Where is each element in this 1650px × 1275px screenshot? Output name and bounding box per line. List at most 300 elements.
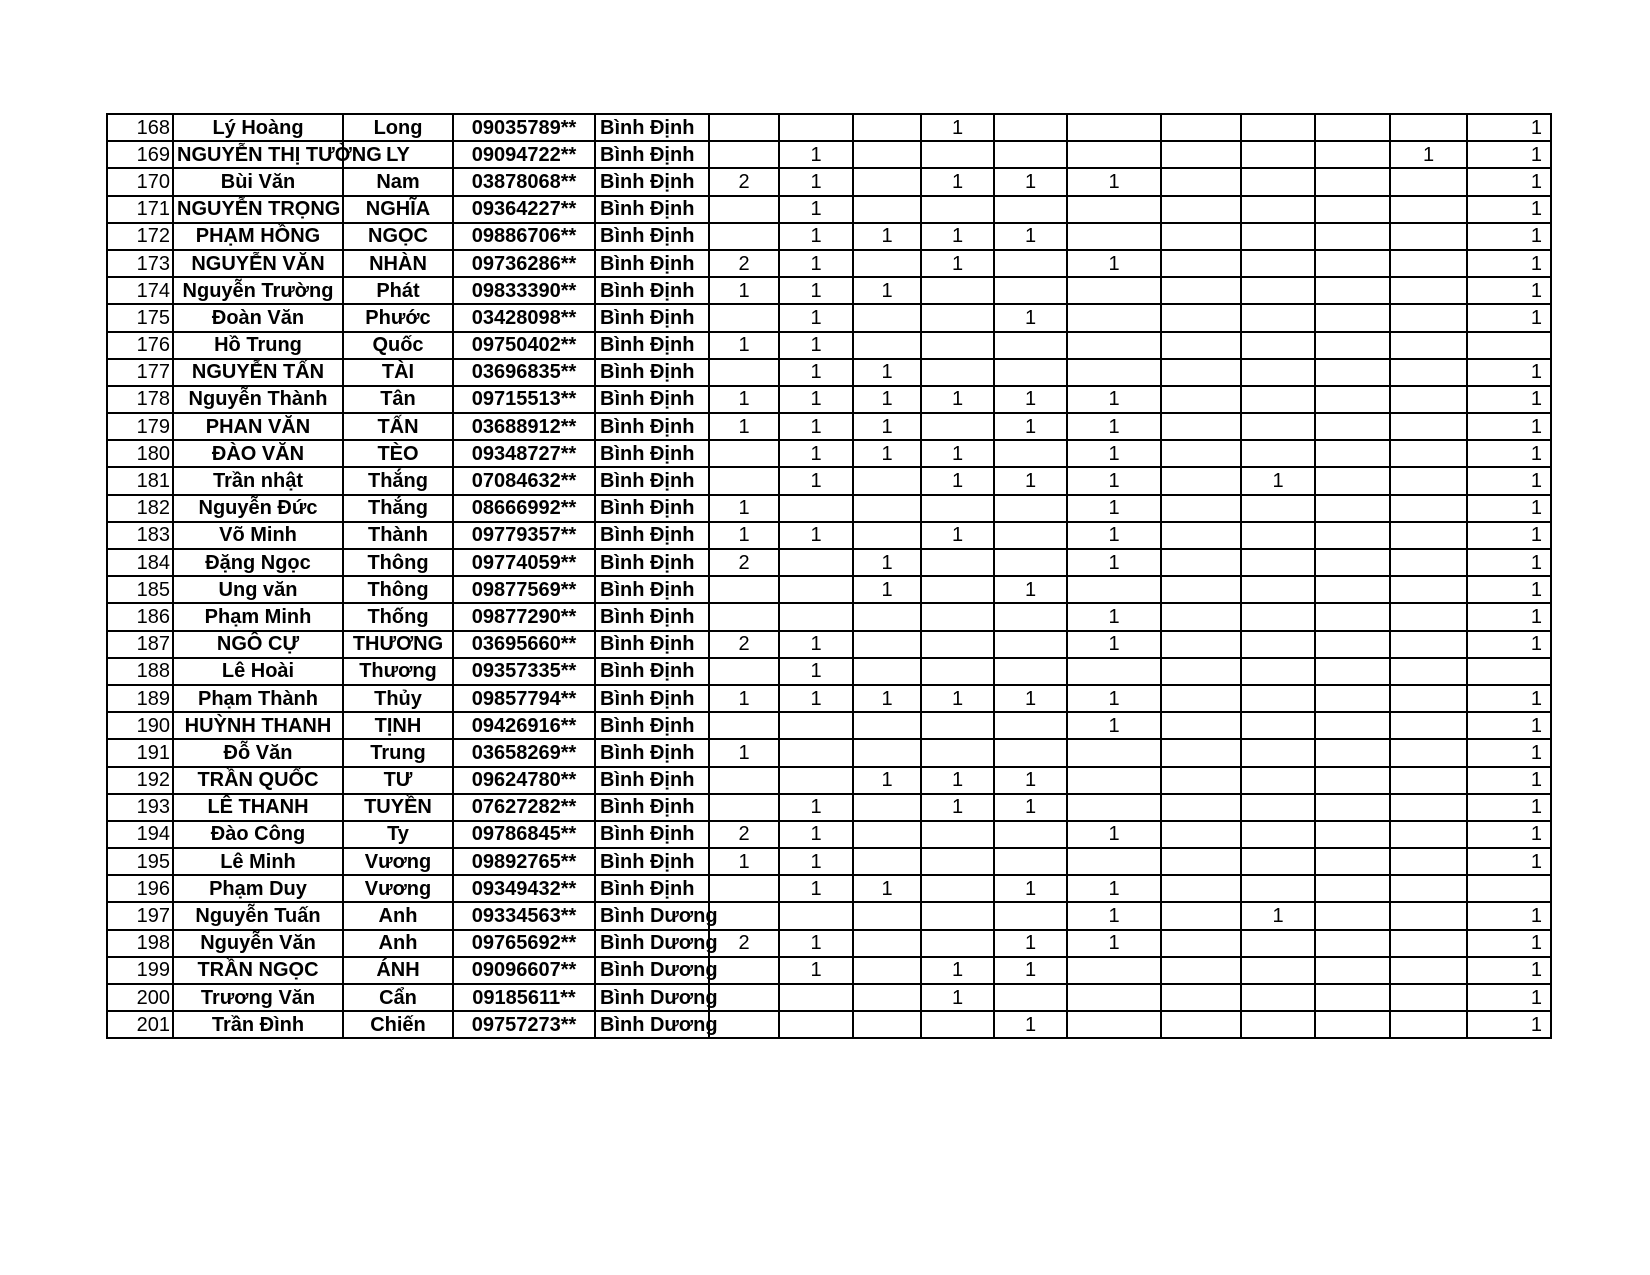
value-cell — [1161, 957, 1241, 984]
given-name-cell: Phát — [343, 277, 453, 304]
value-cell — [1390, 712, 1467, 739]
row-number: 174 — [107, 277, 173, 304]
value-cell — [1241, 549, 1315, 576]
value-cell: 1 — [1067, 902, 1161, 929]
province-cell: Bình Định — [595, 114, 709, 141]
value-cell: 1 — [709, 495, 779, 522]
surname-cell: LÊ THANH — [173, 794, 343, 821]
value-cell — [709, 359, 779, 386]
value-cell: 1 — [1467, 821, 1551, 848]
value-cell: 1 — [1067, 930, 1161, 957]
row-number: 187 — [107, 631, 173, 658]
value-cell — [853, 168, 921, 195]
value-cell — [853, 712, 921, 739]
surname-cell: Nguyễn Trường — [173, 277, 343, 304]
value-cell — [1315, 440, 1390, 467]
value-cell: 1 — [921, 250, 994, 277]
table-row — [107, 549, 1551, 576]
table-row — [107, 495, 1551, 522]
value-cell — [1390, 930, 1467, 957]
value-cell: 1 — [853, 440, 921, 467]
value-cell — [921, 902, 994, 929]
value-cell — [994, 984, 1067, 1011]
province-cell: Bình Dương — [595, 902, 709, 929]
value-cell — [853, 141, 921, 168]
value-cell: 1 — [779, 332, 853, 359]
value-cell: 1 — [994, 413, 1067, 440]
value-cell — [1315, 467, 1390, 494]
value-cell — [1067, 576, 1161, 603]
value-cell — [1241, 712, 1315, 739]
phone-cell: 09348727** — [453, 440, 595, 467]
value-cell — [779, 712, 853, 739]
value-cell — [1067, 658, 1161, 685]
value-cell — [1241, 957, 1315, 984]
province-cell: Bình Định — [595, 332, 709, 359]
value-cell: 1 — [779, 930, 853, 957]
value-cell — [1241, 848, 1315, 875]
table-row — [107, 277, 1551, 304]
value-cell — [1390, 522, 1467, 549]
phone-cell: 03696835** — [453, 359, 595, 386]
value-cell: 1 — [779, 196, 853, 223]
value-cell — [994, 658, 1067, 685]
value-cell — [1315, 631, 1390, 658]
given-name-cell: TÈO — [343, 440, 453, 467]
value-cell — [1241, 1011, 1315, 1038]
value-cell: 1 — [779, 522, 853, 549]
value-cell: 1 — [994, 168, 1067, 195]
value-cell — [1161, 685, 1241, 712]
value-cell — [853, 522, 921, 549]
value-cell: 1 — [1467, 794, 1551, 821]
value-cell — [1161, 495, 1241, 522]
value-cell — [853, 250, 921, 277]
value-cell — [921, 658, 994, 685]
value-cell — [1241, 250, 1315, 277]
surname-cell: NGUYỄN TẤN — [173, 359, 343, 386]
value-cell: 1 — [779, 957, 853, 984]
given-name-cell: Quốc — [343, 332, 453, 359]
table-body — [107, 114, 1551, 1038]
province-cell: Bình Định — [595, 739, 709, 766]
value-cell: 1 — [779, 141, 853, 168]
province-cell: Bình Dương — [595, 957, 709, 984]
value-cell: 1 — [709, 413, 779, 440]
province-cell: Bình Định — [595, 359, 709, 386]
value-cell — [779, 767, 853, 794]
phone-cell: 09185611** — [453, 984, 595, 1011]
value-cell — [1241, 359, 1315, 386]
surname-cell: Lê Hoài — [173, 658, 343, 685]
value-cell: 1 — [1467, 250, 1551, 277]
value-cell: 1 — [1467, 603, 1551, 630]
value-cell — [709, 141, 779, 168]
value-cell — [1161, 304, 1241, 331]
value-cell: 1 — [921, 794, 994, 821]
value-cell: 1 — [709, 277, 779, 304]
value-cell — [709, 712, 779, 739]
value-cell: 1 — [779, 821, 853, 848]
value-cell — [1467, 875, 1551, 902]
value-cell — [1390, 196, 1467, 223]
value-cell — [994, 522, 1067, 549]
value-cell — [1390, 386, 1467, 413]
given-name-cell: Nam — [343, 168, 453, 195]
table-row — [107, 739, 1551, 766]
phone-cell: 03695660** — [453, 631, 595, 658]
value-cell — [1315, 712, 1390, 739]
surname-cell: PHẠM HỒNG — [173, 223, 343, 250]
phone-cell: 09774059** — [453, 549, 595, 576]
value-cell — [994, 549, 1067, 576]
value-cell: 1 — [853, 549, 921, 576]
row-number: 199 — [107, 957, 173, 984]
row-number: 170 — [107, 168, 173, 195]
value-cell — [1241, 386, 1315, 413]
phone-cell: 09833390** — [453, 277, 595, 304]
surname-cell: Trần Đình — [173, 1011, 343, 1038]
value-cell — [1161, 984, 1241, 1011]
value-cell — [1161, 250, 1241, 277]
value-cell — [853, 467, 921, 494]
value-cell — [1241, 685, 1315, 712]
value-cell — [1161, 739, 1241, 766]
value-cell: 1 — [994, 223, 1067, 250]
value-cell — [1315, 902, 1390, 929]
value-cell — [1161, 658, 1241, 685]
value-cell — [1467, 332, 1551, 359]
value-cell — [1315, 957, 1390, 984]
value-cell — [709, 1011, 779, 1038]
value-cell: 1 — [1467, 495, 1551, 522]
table-row — [107, 875, 1551, 902]
value-cell: 1 — [921, 467, 994, 494]
value-cell — [1467, 658, 1551, 685]
given-name-cell: NHÀN — [343, 250, 453, 277]
value-cell — [1161, 1011, 1241, 1038]
value-cell — [1390, 250, 1467, 277]
value-cell — [994, 114, 1067, 141]
value-cell — [779, 114, 853, 141]
value-cell — [1315, 277, 1390, 304]
value-cell — [921, 495, 994, 522]
value-cell — [709, 767, 779, 794]
value-cell — [1315, 848, 1390, 875]
row-number: 184 — [107, 549, 173, 576]
value-cell: 1 — [853, 223, 921, 250]
phone-cell: 09364227** — [453, 196, 595, 223]
given-name-cell: ÁNH — [343, 957, 453, 984]
value-cell: 1 — [1467, 549, 1551, 576]
value-cell — [1161, 332, 1241, 359]
table-row — [107, 332, 1551, 359]
given-name-cell: Trung — [343, 739, 453, 766]
value-cell: 1 — [1467, 277, 1551, 304]
given-name-cell: Anh — [343, 902, 453, 929]
value-cell — [994, 250, 1067, 277]
value-cell — [1241, 576, 1315, 603]
value-cell — [1067, 277, 1161, 304]
value-cell — [853, 1011, 921, 1038]
surname-cell: Phạm Minh — [173, 603, 343, 630]
phone-cell: 03878068** — [453, 168, 595, 195]
value-cell — [1390, 603, 1467, 630]
surname-cell: Võ Minh — [173, 522, 343, 549]
value-cell — [994, 359, 1067, 386]
value-cell — [709, 576, 779, 603]
value-cell: 1 — [1467, 168, 1551, 195]
row-number: 179 — [107, 413, 173, 440]
value-cell: 1 — [779, 413, 853, 440]
surname-cell: NGUYỄN TRỌNG — [173, 196, 343, 223]
value-cell — [921, 875, 994, 902]
row-number: 189 — [107, 685, 173, 712]
value-cell — [1161, 168, 1241, 195]
value-cell — [1390, 984, 1467, 1011]
surname-cell: Hồ Trung — [173, 332, 343, 359]
value-cell: 1 — [1467, 576, 1551, 603]
province-cell: Bình Định — [595, 794, 709, 821]
value-cell — [853, 957, 921, 984]
value-cell — [1315, 141, 1390, 168]
value-cell — [1390, 440, 1467, 467]
phone-cell: 09779357** — [453, 522, 595, 549]
value-cell — [779, 603, 853, 630]
value-cell — [1315, 168, 1390, 195]
value-cell — [1315, 875, 1390, 902]
province-cell: Bình Định — [595, 522, 709, 549]
value-cell — [853, 495, 921, 522]
value-cell — [1390, 304, 1467, 331]
value-cell: 1 — [853, 413, 921, 440]
value-cell — [1390, 794, 1467, 821]
value-cell — [779, 549, 853, 576]
value-cell: 1 — [1467, 902, 1551, 929]
row-number: 201 — [107, 1011, 173, 1038]
value-cell: 1 — [1467, 848, 1551, 875]
value-cell — [1067, 984, 1161, 1011]
value-cell — [1241, 821, 1315, 848]
value-cell — [1315, 359, 1390, 386]
given-name-cell: NGHĨA — [343, 196, 453, 223]
value-cell — [1161, 223, 1241, 250]
value-cell — [1390, 957, 1467, 984]
value-cell — [1315, 984, 1390, 1011]
value-cell: 1 — [709, 739, 779, 766]
value-cell — [1390, 549, 1467, 576]
row-number: 173 — [107, 250, 173, 277]
value-cell — [1315, 304, 1390, 331]
phone-cell: 03688912** — [453, 413, 595, 440]
phone-cell: 09035789** — [453, 114, 595, 141]
value-cell: 1 — [994, 576, 1067, 603]
value-cell — [1067, 223, 1161, 250]
value-cell — [921, 603, 994, 630]
province-cell: Bình Định — [595, 821, 709, 848]
row-number: 183 — [107, 522, 173, 549]
value-cell: 1 — [1467, 440, 1551, 467]
table-row — [107, 631, 1551, 658]
row-number: 192 — [107, 767, 173, 794]
province-cell: Bình Định — [595, 549, 709, 576]
value-cell — [779, 495, 853, 522]
value-cell — [1390, 848, 1467, 875]
value-cell — [1161, 359, 1241, 386]
value-cell: 1 — [921, 522, 994, 549]
value-cell: 1 — [1067, 386, 1161, 413]
given-name-cell: Ty — [343, 821, 453, 848]
phone-cell: 09736286** — [453, 250, 595, 277]
province-cell: Bình Định — [595, 223, 709, 250]
row-number: 188 — [107, 658, 173, 685]
value-cell — [1390, 223, 1467, 250]
table-row — [107, 984, 1551, 1011]
row-number: 195 — [107, 848, 173, 875]
value-cell — [1241, 875, 1315, 902]
phone-cell: 09357335** — [453, 658, 595, 685]
value-cell — [1161, 386, 1241, 413]
value-cell: 1 — [994, 304, 1067, 331]
value-cell — [1067, 767, 1161, 794]
value-cell — [1315, 821, 1390, 848]
value-cell: 1 — [921, 984, 994, 1011]
table-row — [107, 1011, 1551, 1038]
value-cell — [1315, 685, 1390, 712]
value-cell — [1241, 603, 1315, 630]
value-cell — [1161, 141, 1241, 168]
value-cell: 1 — [1067, 168, 1161, 195]
value-cell — [921, 277, 994, 304]
row-number: 178 — [107, 386, 173, 413]
province-cell: Bình Định — [595, 168, 709, 195]
surname-cell: Trần nhật — [173, 467, 343, 494]
province-cell: Bình Định — [595, 141, 709, 168]
value-cell — [1241, 223, 1315, 250]
value-cell: 1 — [853, 359, 921, 386]
value-cell: 1 — [921, 440, 994, 467]
value-cell: 1 — [921, 957, 994, 984]
value-cell — [1390, 576, 1467, 603]
value-cell — [994, 196, 1067, 223]
value-cell — [921, 712, 994, 739]
province-cell: Bình Định — [595, 658, 709, 685]
phone-cell: 09877569** — [453, 576, 595, 603]
value-cell — [1161, 467, 1241, 494]
province-cell: Bình Định — [595, 685, 709, 712]
province-cell: Bình Định — [595, 277, 709, 304]
given-name-cell: Phước — [343, 304, 453, 331]
row-number: 172 — [107, 223, 173, 250]
value-cell: 1 — [921, 168, 994, 195]
given-name-cell: Thông — [343, 576, 453, 603]
value-cell — [1161, 930, 1241, 957]
value-cell: 1 — [1067, 413, 1161, 440]
row-number: 196 — [107, 875, 173, 902]
value-cell — [1161, 631, 1241, 658]
value-cell — [994, 141, 1067, 168]
value-cell — [709, 603, 779, 630]
value-cell — [853, 631, 921, 658]
value-cell — [1241, 767, 1315, 794]
value-cell: 1 — [779, 359, 853, 386]
province-cell: Bình Định — [595, 767, 709, 794]
given-name-cell: TỊNH — [343, 712, 453, 739]
value-cell: 1 — [1467, 712, 1551, 739]
data-table — [106, 113, 1552, 1039]
value-cell: 1 — [1467, 359, 1551, 386]
given-name-cell: Anh — [343, 930, 453, 957]
given-name-cell: Cẩn — [343, 984, 453, 1011]
value-cell — [779, 739, 853, 766]
value-cell — [1315, 549, 1390, 576]
value-cell — [1161, 549, 1241, 576]
province-cell: Bình Định — [595, 848, 709, 875]
table-row — [107, 386, 1551, 413]
value-cell: 1 — [853, 767, 921, 794]
table-row — [107, 957, 1551, 984]
table-row — [107, 685, 1551, 712]
table-row — [107, 114, 1551, 141]
value-cell — [921, 739, 994, 766]
given-name-cell: Long — [343, 114, 453, 141]
value-cell: 1 — [1467, 522, 1551, 549]
value-cell — [709, 440, 779, 467]
value-cell — [1315, 603, 1390, 630]
row-number: 186 — [107, 603, 173, 630]
value-cell: 1 — [1467, 114, 1551, 141]
value-cell: 1 — [1067, 603, 1161, 630]
value-cell: 1 — [779, 685, 853, 712]
row-number: 177 — [107, 359, 173, 386]
value-cell — [921, 848, 994, 875]
surname-cell: Đỗ Văn — [173, 739, 343, 766]
value-cell — [1390, 168, 1467, 195]
value-cell: 1 — [1067, 821, 1161, 848]
value-cell: 1 — [1467, 467, 1551, 494]
value-cell: 1 — [1241, 902, 1315, 929]
value-cell: 1 — [1467, 1011, 1551, 1038]
value-cell: 1 — [994, 930, 1067, 957]
table-row — [107, 767, 1551, 794]
table-row — [107, 467, 1551, 494]
value-cell — [709, 223, 779, 250]
value-cell: 1 — [1390, 141, 1467, 168]
province-cell: Bình Định — [595, 603, 709, 630]
value-cell — [921, 196, 994, 223]
phone-cell: 09892765** — [453, 848, 595, 875]
value-cell: 1 — [994, 386, 1067, 413]
value-cell — [1241, 168, 1315, 195]
value-cell: 1 — [1067, 495, 1161, 522]
value-cell: 1 — [1467, 930, 1551, 957]
value-cell — [1161, 522, 1241, 549]
value-cell: 1 — [779, 250, 853, 277]
given-name-cell: Thành — [343, 522, 453, 549]
value-cell — [1315, 196, 1390, 223]
given-name-cell: Tân — [343, 386, 453, 413]
province-cell: Bình Định — [595, 250, 709, 277]
value-cell — [709, 196, 779, 223]
value-cell: 1 — [1467, 386, 1551, 413]
value-cell — [1241, 440, 1315, 467]
value-cell: 1 — [1067, 875, 1161, 902]
value-cell: 1 — [1067, 250, 1161, 277]
surname-cell: Phạm Thành — [173, 685, 343, 712]
value-cell — [1067, 957, 1161, 984]
value-cell — [994, 631, 1067, 658]
value-cell: 1 — [779, 440, 853, 467]
